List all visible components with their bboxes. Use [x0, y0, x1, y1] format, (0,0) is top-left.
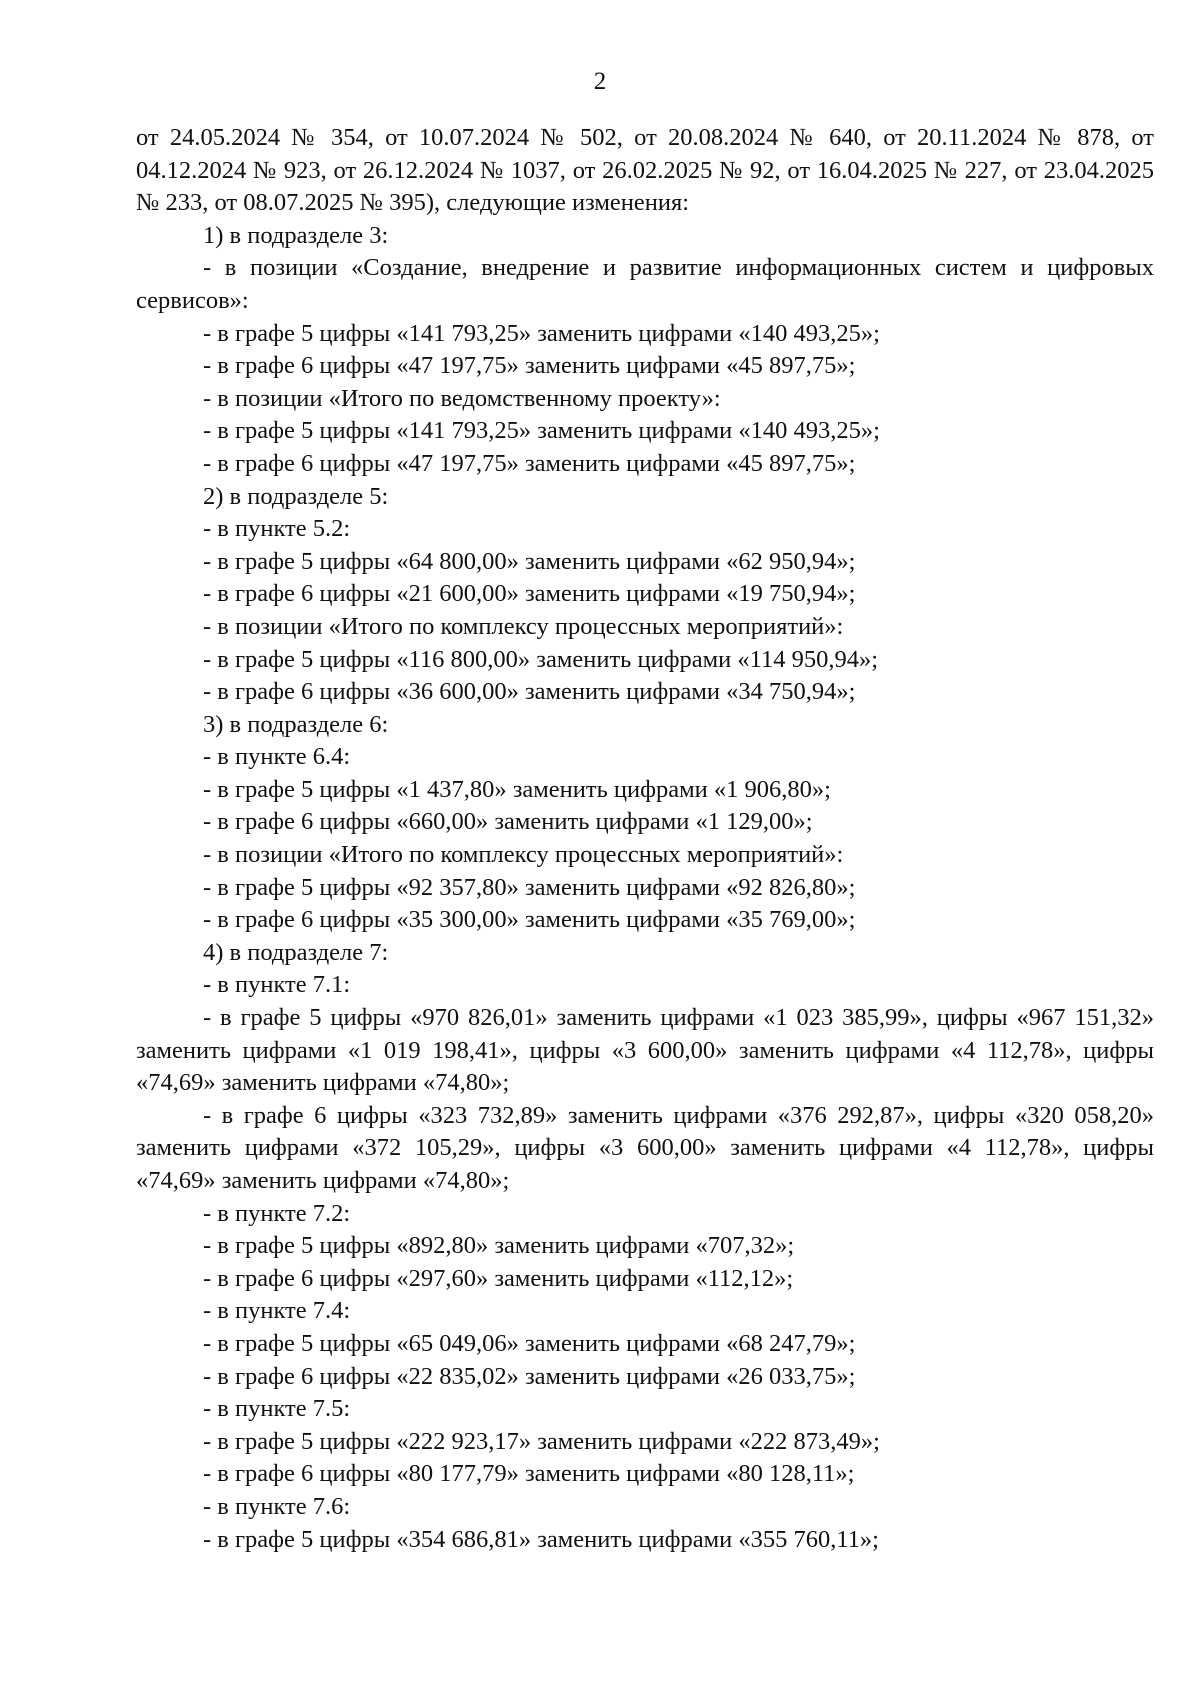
paragraph: - в пункте 7.1:	[203, 971, 351, 999]
paragraph: - в графе 5 цифры «354 686,81» заменить цифрами «355 760,11»;	[203, 1525, 879, 1553]
paragraph: - в графе 6 цифры «297,60» заменить цифрами «112,12»;	[203, 1264, 794, 1292]
paragraph-intro: от 24.05.2024 № 354, от 10.07.2024 № 502, от 20.08.2024 № 640, от 20.11.2024 № 878, от 04.12.2024 № 923, от 26.12.2024 № 1037, от 26.02.2025 № 92, от 16.04.2025 № 227, от 23.04.2025 № 233, от 08.07.2025 № 395), следующие изменения:	[136, 124, 1154, 217]
paragraph: - в пункте 7.2:	[203, 1199, 351, 1227]
paragraph: - в графе 6 цифры «660,00» заменить цифрами «1 129,00»;	[203, 808, 813, 836]
paragraph: - в позиции «Итого по ведомственному проекту»:	[203, 384, 721, 412]
paragraph: - в позиции «Итого по комплексу процессных мероприятий»:	[203, 841, 844, 869]
paragraph-position-systems: - в позиции «Создание, внедрение и развитие информационных систем и цифровых сервисов»:	[136, 254, 1154, 314]
paragraph: - в графе 5 цифры «141 793,25» заменить цифрами «140 493,25»;	[203, 319, 880, 347]
paragraph: - в пункте 7.6:	[203, 1492, 351, 1520]
paragraph-item-7-1-column-5: - в графе 5 цифры «970 826,01» заменить цифрами «1 023 385,99», цифры «967 151,32» заменить цифрами «1 019 198,41», цифры «3 600,00» заменить цифрами «4 112,78», цифры «74,69» заменить цифрами «74,80»;	[136, 1004, 1154, 1097]
paragraph: - в позиции «Итого по комплексу процессных мероприятий»:	[203, 612, 844, 640]
paragraph-subsection-6: 3) в подразделе 6:	[203, 710, 389, 738]
paragraph-item-7-1-column-6: - в графе 6 цифры «323 732,89» заменить цифрами «376 292,87», цифры «320 058,20» заменить цифрами «372 105,29», цифры «3 600,00» заменить цифрами «4 112,78», цифры «74,69» заменить цифрами «74,80»;	[136, 1101, 1154, 1194]
paragraph: - в графе 5 цифры «92 357,80» заменить цифрами «92 826,80»;	[203, 873, 856, 901]
paragraph: - в графе 6 цифры «22 835,02» заменить цифрами «26 033,75»;	[203, 1362, 856, 1390]
paragraph: - в графе 5 цифры «65 049,06» заменить цифрами «68 247,79»;	[203, 1329, 856, 1357]
paragraph: - в графе 6 цифры «21 600,00» заменить цифрами «19 750,94»;	[203, 580, 856, 608]
document-body	[136, 122, 1154, 1556]
paragraph-subsection-3: 1) в подразделе 3:	[203, 221, 389, 249]
paragraph-subsection-7: 4) в подразделе 7:	[203, 938, 389, 966]
paragraph: - в пункте 5.2:	[203, 515, 351, 543]
paragraph-subsection-5: 2) в подразделе 5:	[203, 482, 389, 510]
paragraph: - в графе 5 цифры «64 800,00» заменить цифрами «62 950,94»;	[203, 547, 856, 575]
paragraph: - в пункте 6.4:	[203, 743, 351, 771]
paragraph: - в графе 5 цифры «892,80» заменить цифрами «707,32»;	[203, 1232, 795, 1260]
paragraph: - в графе 6 цифры «47 197,75» заменить цифрами «45 897,75»;	[203, 449, 856, 477]
paragraph: - в пункте 7.5:	[203, 1395, 351, 1423]
paragraph: - в графе 6 цифры «35 300,00» заменить цифрами «35 769,00»;	[203, 906, 856, 934]
paragraph: - в графе 5 цифры «1 437,80» заменить цифрами «1 906,80»;	[203, 775, 831, 803]
paragraph: - в графе 6 цифры «47 197,75» заменить цифрами «45 897,75»;	[203, 352, 856, 380]
paragraph: - в графе 5 цифры «116 800,00» заменить цифрами «114 950,94»;	[203, 645, 879, 673]
paragraph: - в графе 6 цифры «36 600,00» заменить цифрами «34 750,94»;	[203, 678, 856, 706]
paragraph: - в пункте 7.4:	[203, 1297, 351, 1325]
paragraph: - в графе 6 цифры «80 177,79» заменить цифрами «80 128,11»;	[203, 1460, 855, 1488]
page-number: 2	[593, 68, 607, 95]
paragraph: - в графе 5 цифры «141 793,25» заменить цифрами «140 493,25»;	[203, 417, 880, 445]
paragraph: - в графе 5 цифры «222 923,17» заменить цифрами «222 873,49»;	[203, 1427, 880, 1455]
